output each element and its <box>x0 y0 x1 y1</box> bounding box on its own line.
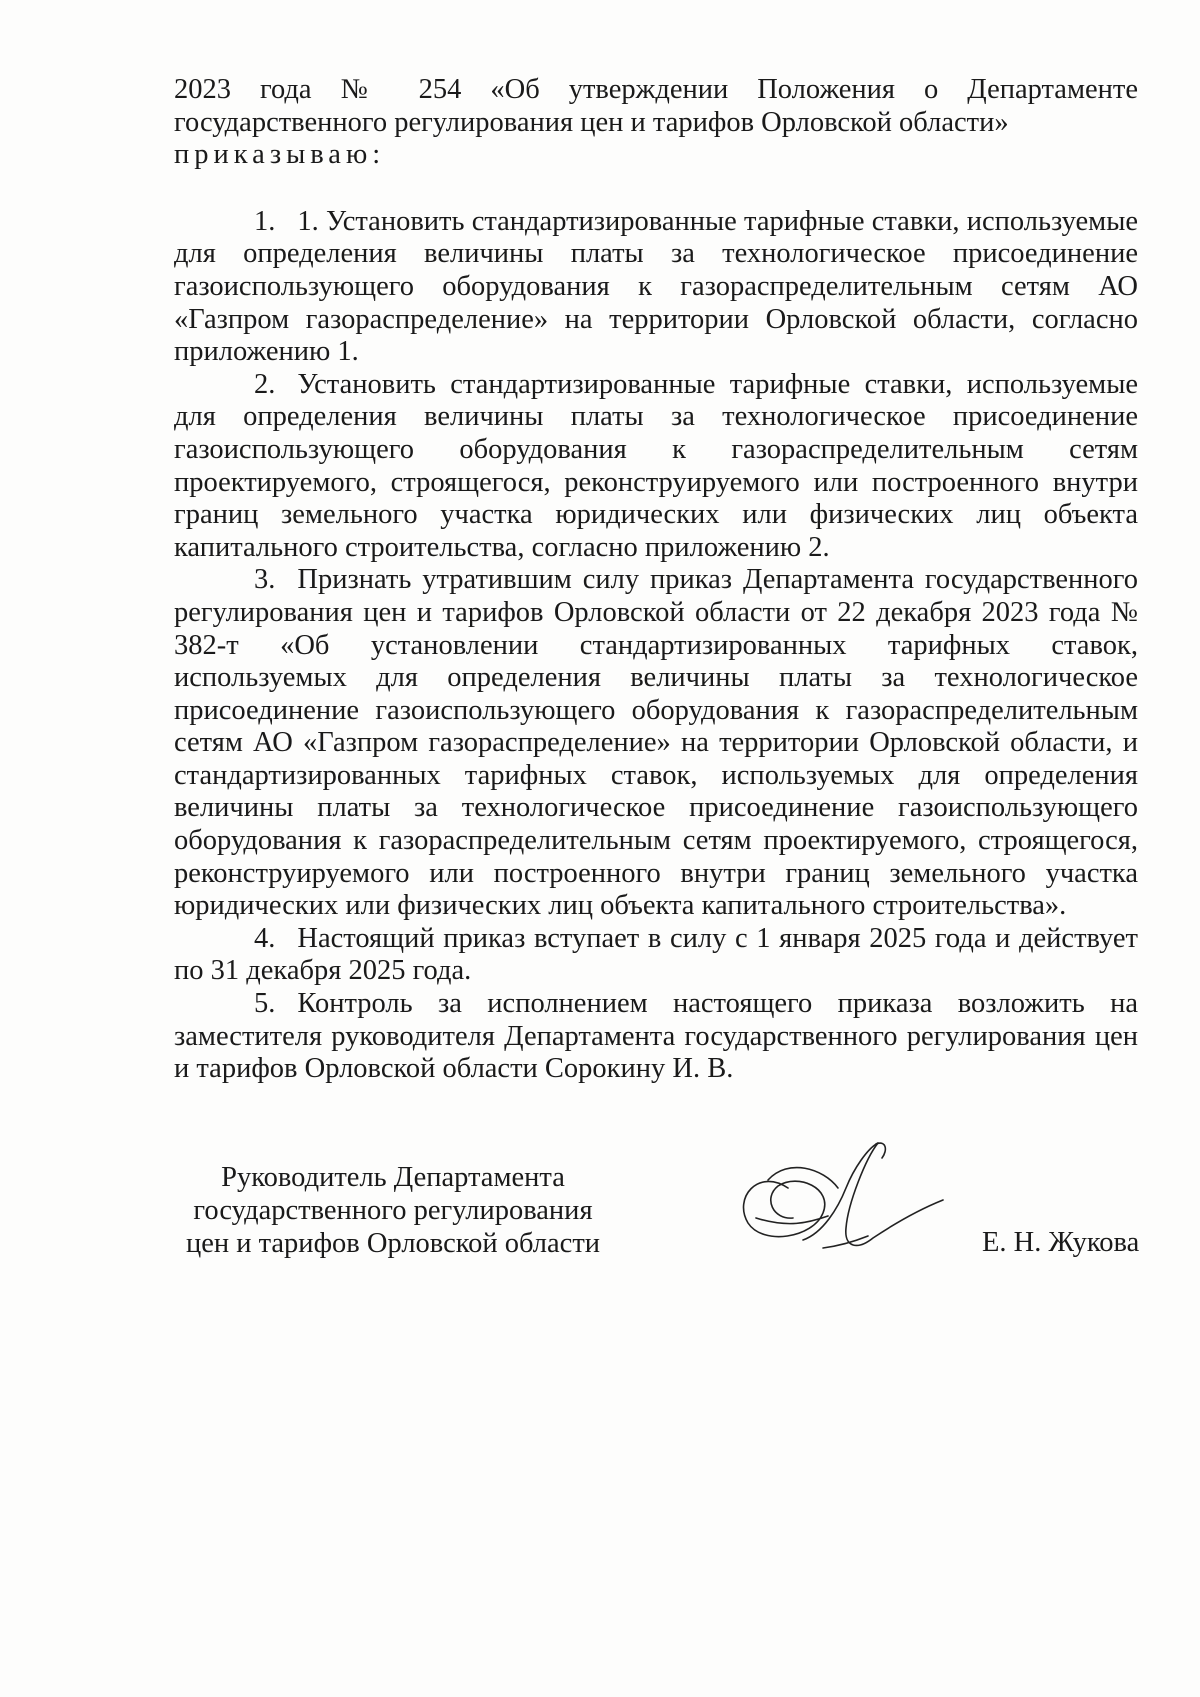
item-2-text: Установить стандартизированные тарифные ставки, используемые для определения величины платы за технологическое присоединение газоиспользующего оборудования к газораспределительным сетям проектируемого, строящегося, реконструируемого или построенного внутри границ земельного участка юридических или физических лиц объекта капитального строительства, согласно приложению 2. <box>174 368 1138 563</box>
item-3 <box>174 564 1138 923</box>
signer-title <box>178 1161 608 1260</box>
item-1-number: 1. <box>254 205 276 237</box>
handwritten-signature <box>728 1128 968 1258</box>
signer-name: Е. Н. Жукова <box>982 1227 1140 1258</box>
order-word: приказываю: <box>174 139 386 171</box>
item-4-number: 4. <box>254 922 276 954</box>
intro-text: 2023 года № 254 «Об утверждении Положения о Департаменте государственного регулирования цен и тарифов Орловской области» <box>174 74 1138 138</box>
item-1 <box>174 206 1138 369</box>
item-3-number: 3. <box>254 564 276 596</box>
item-4-text: Настоящий приказ вступает в силу с 1 января 2025 года и действует по 31 декабря 2025 года. <box>174 922 1138 987</box>
document-body <box>174 74 1138 1086</box>
item-1-text: 1. Установить стандартизированные тарифные ставки, используемые для определения величины платы за технологическое присоединение газоиспользующего оборудования к газораспределительным сетям АО «Газпром газораспределение» на территории Орловской области, согласно приложению 1. <box>174 205 1138 368</box>
item-5 <box>174 988 1138 1086</box>
signer-title-line-1: Руководитель Департамента <box>221 1162 565 1193</box>
item-4 <box>174 923 1138 988</box>
signer-title-line-3: цен и тарифов Орловской области <box>185 1228 601 1259</box>
item-3-text: Признать утратившим силу приказ Департамента государственного регулирования цен и тарифов Орловской области от 22 декабря 2023 года № 382-т «Об установлении стандартизированных тарифных ставок, используемых для определения величины платы за технологическое присоединение газоиспользующего оборудования к газораспределительным сетям АО «Газпром газораспределение» на территории Орловской области, и стандартизированных тарифных ставок, используемых для определения величины платы за технологическое присоединение газоиспользующего оборудования к газораспределительным сетям проектируемого, строящегося, реконструируемого или построенного внутри границ земельного участка юридических или физических лиц объекта капитального строительства». <box>174 564 1138 922</box>
item-5-number: 5. <box>254 988 276 1020</box>
intro-paragraph <box>174 74 1138 172</box>
signer-title-line-2: государственного регулирования <box>193 1195 593 1226</box>
item-2 <box>174 369 1138 565</box>
item-5-text: Контроль за исполнением настоящего приказа возложить на заместителя руководителя Департамента государственного регулирования цен и тарифов Орловской области Сорокину И. В. <box>174 988 1138 1085</box>
item-2-number: 2. <box>254 368 276 400</box>
